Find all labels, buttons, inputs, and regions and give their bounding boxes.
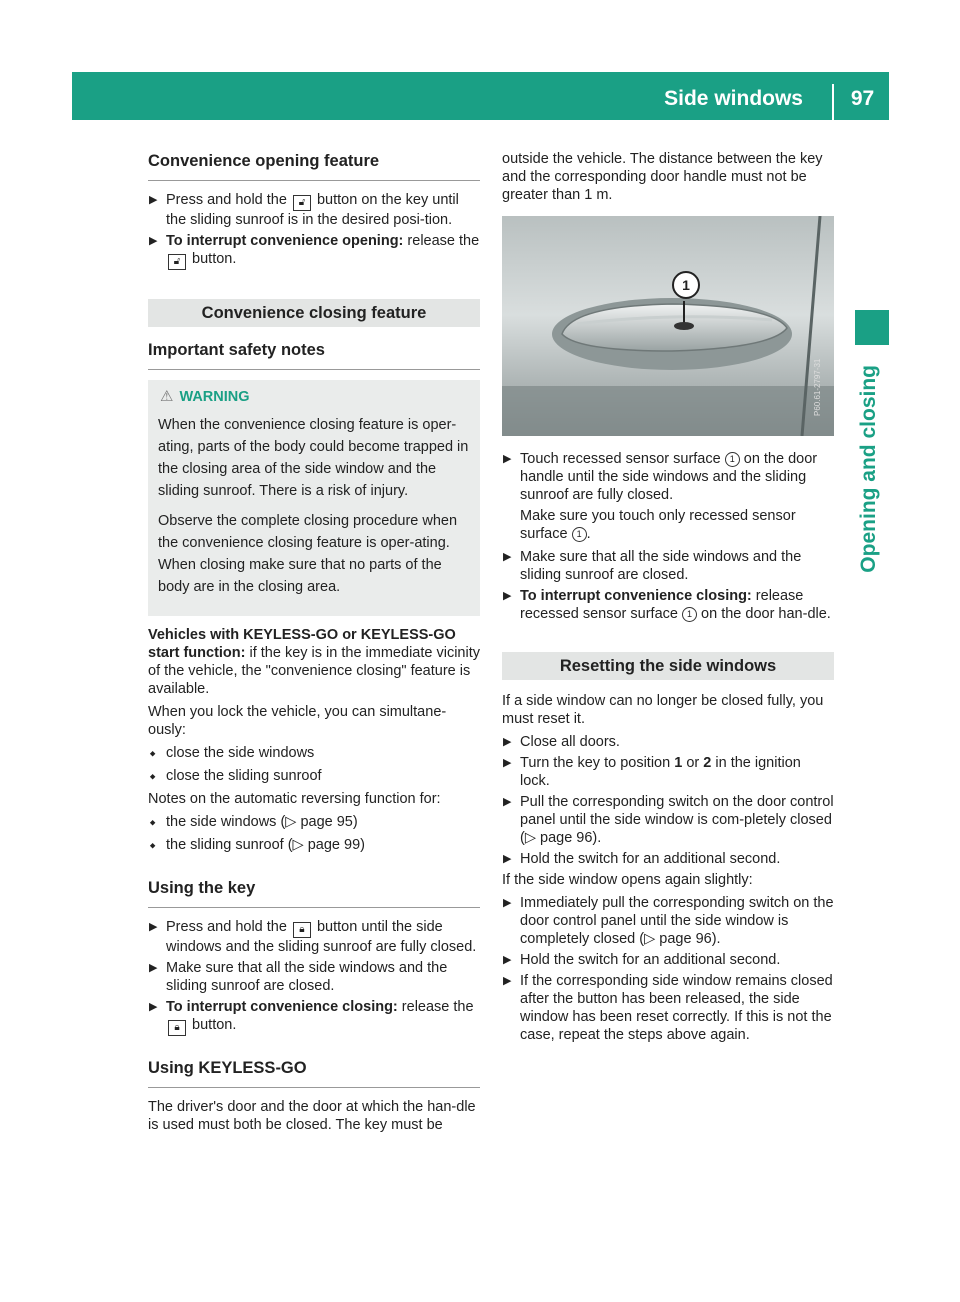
door-handle-illustration	[502, 216, 834, 436]
resetting-heading: Resetting the side windows	[502, 652, 834, 680]
instruction-step: ▶ Make sure that all the side windows and the sliding sunroof are closed.	[148, 959, 480, 995]
lock-key-icon: 🔒︎	[293, 922, 311, 938]
step-text: on the door handle until the side windows and the sliding sunroof are fully closed.	[520, 451, 818, 503]
resetting-intro: If a side window can no longer be closed fully, you must reset it.	[502, 693, 824, 727]
photo-callout-number: 1	[682, 277, 690, 293]
page-reference-item: ■ the side windows (▷ page 95)	[148, 813, 480, 831]
warning-paragraph: When the convenience closing feature is oper-ating, parts of the body could become trapped in the closing area of the side window and the sliding sunroof. There is a risk of injury.	[158, 417, 469, 499]
instruction-step	[502, 587, 834, 623]
step-bold-text: To interrupt convenience opening:	[166, 233, 404, 249]
position-value: 2	[703, 755, 712, 771]
step-text: button.	[192, 1017, 237, 1033]
instruction-step	[148, 232, 480, 270]
instruction-step: ▶ Close all doors.	[502, 733, 834, 751]
page-reference-item: ■ the sliding sunroof (▷ page 99)	[148, 836, 480, 854]
warning-title-text: WARNING	[179, 389, 250, 405]
step-text: in the ignition lock.	[520, 755, 801, 789]
header-separator	[832, 84, 834, 120]
instruction-step	[148, 918, 480, 956]
instruction-step: ▶ Hold the switch for an additional second.	[502, 850, 834, 868]
callout-marker-icon: 1	[572, 527, 587, 542]
chapter-label: Opening and closing	[857, 365, 880, 573]
notes-paragraph: Notes on the automatic reversing function for:	[148, 791, 441, 807]
warning-box	[148, 380, 480, 616]
section-title: Side windows	[664, 87, 803, 110]
step-text: on the door han-dle.	[701, 606, 831, 622]
callout-marker-icon: 1	[725, 452, 740, 467]
step-text: Press and hold the	[166, 919, 287, 935]
photo-code: P60.61-2797-31	[813, 358, 822, 416]
list-item: ■ close the sliding sunroof	[148, 767, 480, 785]
callout-marker-icon: 1	[682, 607, 697, 622]
intro-paragraph: outside the vehicle. The distance between the key and the corresponding door handle must not be greater than 1 m.	[502, 151, 823, 203]
step-bold-text: To interrupt convenience closing:	[520, 588, 752, 604]
step-text: .	[586, 526, 591, 542]
instruction-step: ▶ Pull the corresponding switch on the door control panel until the side window is com-pletely closed (▷ page 96).	[502, 793, 834, 847]
instruction-step	[502, 754, 834, 790]
step-text: Touch recessed sensor surface	[520, 451, 721, 467]
using-keyless-heading: Using KEYLESS-GO	[148, 1057, 480, 1088]
step-note	[502, 507, 834, 543]
right-column	[502, 150, 834, 1047]
step-text: Make sure you touch only recessed sensor surface	[520, 508, 796, 542]
door-handle-photo	[502, 216, 834, 436]
instruction-step	[148, 998, 480, 1036]
step-text: release the	[407, 233, 480, 249]
safety-notes-heading: Important safety notes	[148, 339, 480, 370]
step-bold-text: To interrupt convenience closing:	[166, 999, 398, 1015]
keyless-text: if the key is in the immediate vicinity of the vehicle, the "convenience closing" feature is available.	[148, 645, 480, 697]
step-text: Press and hold the	[166, 192, 287, 208]
chapter-tab-marker	[855, 310, 889, 345]
convenience-closing-heading: Convenience closing feature	[148, 299, 480, 327]
unlock-key-icon: 🔓︎	[293, 195, 311, 211]
keyless-paragraph	[148, 626, 480, 698]
step-text: or	[686, 755, 700, 771]
step-text: button.	[192, 251, 237, 267]
keyless-bold: Vehicles with KEYLESS-GO or KEYLESS-GO start function:	[148, 627, 456, 661]
page-number: 97	[850, 87, 875, 110]
instruction-step: ▶ If the corresponding side window remains closed after the button has been released, the side window has been reset correctly. If this is not the case, repeat the steps above again.	[502, 972, 834, 1044]
step-text: release the	[401, 999, 474, 1015]
step-text: Turn the key to position	[520, 755, 671, 771]
convenience-opening-heading: Convenience opening feature	[148, 150, 480, 181]
instruction-step	[502, 450, 834, 504]
lock-key-icon: 🔒︎	[168, 1020, 186, 1036]
instruction-step: ▶ Immediately pull the corresponding switch on the door control panel until the side window is completely closed (▷ page 96).	[502, 894, 834, 948]
instruction-step: ▶ Hold the switch for an additional second.	[502, 951, 834, 969]
lock-paragraph: When you lock the vehicle, you can simultane-ously:	[148, 704, 447, 738]
condition-paragraph: If the side window opens again slightly:	[502, 872, 753, 888]
step-text: release recessed sensor surface	[520, 588, 804, 622]
list-item: ■ close the side windows	[148, 744, 480, 762]
instruction-step	[148, 191, 480, 229]
instruction-step: ▶ Make sure that all the side windows and the sliding sunroof are closed.	[502, 548, 834, 584]
step-text: button on the key until the sliding sunroof is in the desired posi-tion.	[166, 192, 459, 228]
using-key-heading: Using the key	[148, 877, 480, 908]
left-column	[148, 150, 480, 1139]
warning-title	[158, 388, 472, 406]
keyless-go-paragraph: The driver's door and the door at which the han-dle is used must both be closed. The key must be	[148, 1099, 476, 1133]
unlock-key-icon: 🔓︎	[168, 254, 186, 270]
step-text: button until the side windows and the sliding sunroof are fully closed.	[166, 919, 477, 955]
warning-paragraph: Observe the complete closing procedure when the convenience closing feature is oper-ating. When closing make sure that no parts of the body are in the closing area.	[158, 513, 458, 595]
position-value: 1	[674, 755, 683, 771]
warning-triangle-icon: ⚠︎	[160, 388, 174, 405]
